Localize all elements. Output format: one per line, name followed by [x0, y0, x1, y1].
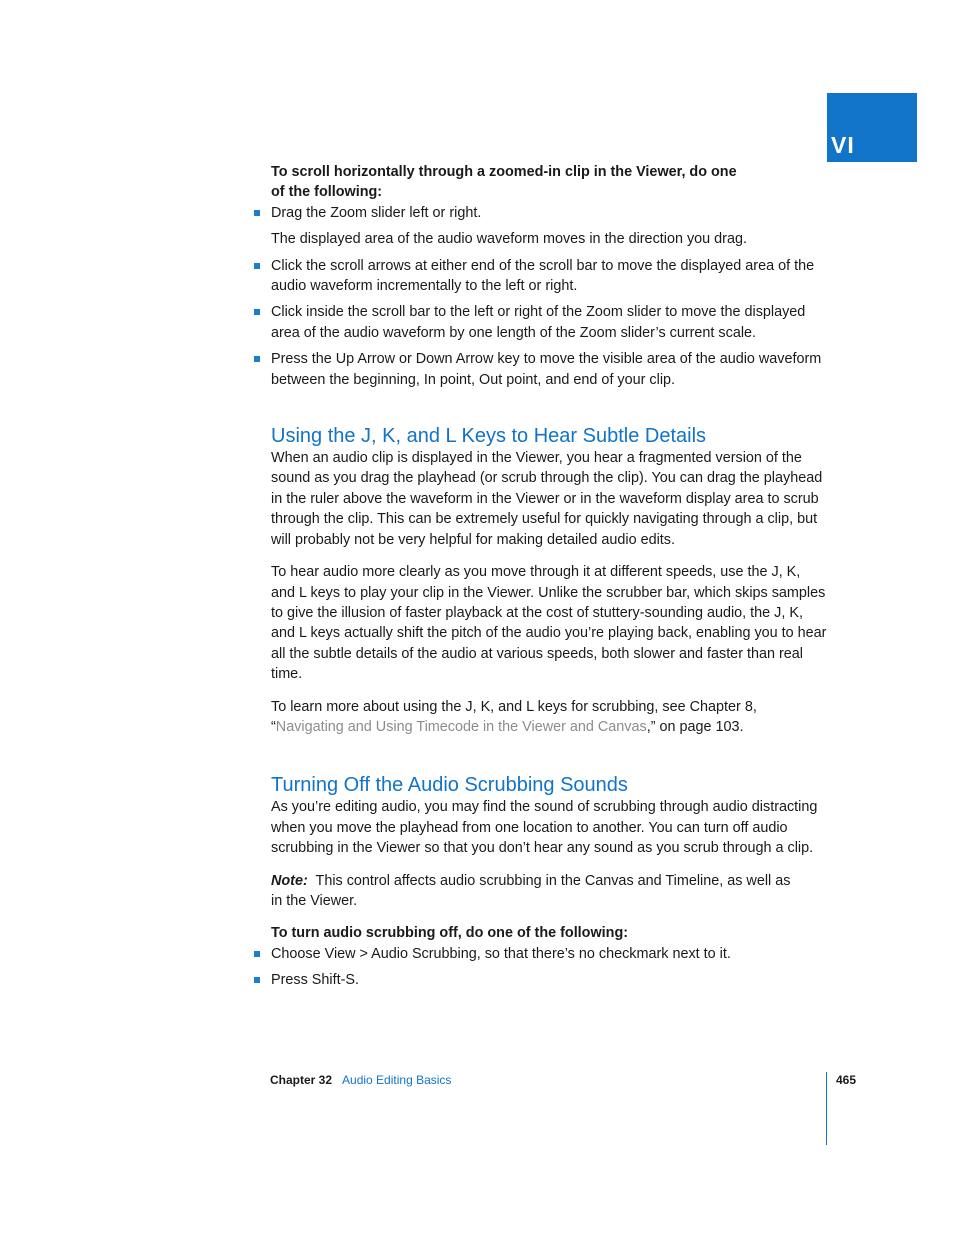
cross-reference-link[interactable]: Navigating and Using Timecode in the Viewer and Canvas: [275, 718, 647, 735]
bullet-text: Drag the Zoom slider left or right.: [271, 204, 482, 221]
list-item: [271, 302, 827, 343]
list-item: [271, 256, 827, 297]
list-item: [271, 203, 827, 223]
bullet-text: Choose View > Audio Scrubbing, so that there’s no checkmark next to it.: [271, 945, 731, 962]
bullet-square-icon: [254, 977, 260, 983]
bullet-followup-text: The displayed area of the audio waveform moves in the direction you drag.: [271, 231, 747, 248]
part-tab-label: VI: [831, 132, 855, 158]
note-paragraph: [271, 871, 801, 912]
page-number: 465: [836, 1073, 857, 1087]
note-label: Note:: [271, 872, 308, 889]
list-item: [271, 944, 827, 964]
page-footer: [270, 1072, 451, 1088]
scroll-procedure-lead: To scroll horizontally through a zoomed-in clip in the Viewer, do one of the following:: [271, 164, 737, 201]
bullet-square-icon: [254, 210, 260, 216]
bullet-square-icon: [254, 309, 260, 315]
scrubbing-procedure-lead: To turn audio scrubbing off, do one of the following:: [271, 925, 629, 942]
jkl-paragraph-3-before: To learn more about using the J, K, and L keys for scrubbing, see Chapter 8, “: [271, 698, 757, 735]
list-item: [271, 970, 827, 990]
note-text: This control affects audio scrubbing in the Canvas and Timeline, as well as in the Viewer.: [271, 872, 791, 909]
jkl-paragraph-3-after: ,” on page 103.: [646, 718, 744, 735]
bullet-square-icon: [254, 951, 260, 957]
bullet-text: Click inside the scroll bar to the left or right of the Zoom slider to move the displayed area of the audio waveform by one length of the Zoom slider’s current scale.: [271, 304, 806, 341]
section-heading-jkl-keys: Using the J, K, and L Keys to Hear Subtle Details: [271, 425, 707, 448]
bullet-square-icon: [254, 356, 260, 362]
jkl-paragraph-3: [271, 697, 827, 738]
section-heading-audio-scrubbing: Turning Off the Audio Scrubbing Sounds: [271, 774, 628, 797]
bullet-text: Press Shift-S.: [271, 972, 359, 989]
scrubbing-paragraph-1: As you’re editing audio, you may find the sound of scrubbing through audio distracting when you move the playhead from one location to another. You can turn off audio scrubbing in the Viewer so that you don’t hear any sound as you scrub through a clip.: [271, 799, 818, 857]
list-item: [271, 349, 827, 390]
footer-chapter-label: Chapter 32: [270, 1073, 333, 1087]
footer-chapter-title: Audio Editing Basics: [342, 1073, 452, 1087]
bullet-text: Click the scroll arrows at either end of the scroll bar to move the displayed area of the audio waveform incrementally to the left or right.: [271, 257, 815, 295]
page-content: [271, 162, 827, 991]
jkl-paragraph-2: To hear audio more clearly as you move through it at different speeds, use the J, K, and L keys to play your clip in the Viewer. Unlike the scrubber bar, which skips samples to give the illusion of faster playback at the cost of stuttery-sounding audio, the J, K, and L keys actually shift the pitch of the audio you’re playing back, enabling you to hear all the subtle details of the audio at various speeds, both slower and faster than real time.: [271, 564, 827, 683]
bullet-square-icon: [254, 263, 260, 269]
jkl-paragraph-1: When an audio clip is displayed in the Viewer, you hear a fragmented version of the sound as you drag the playhead (or scrub through the clip). You can drag the playhead in the ruler above the waveform in the Viewer or in the waveform display area to scrub through the clip. This can be extremely useful for quickly navigating through a clip, but will probably not be very helpful for making detailed audio edits.: [271, 450, 823, 548]
bullet-text: Press the Up Arrow or Down Arrow key to move the visible area of the audio waveform between the beginning, In point, Out point, and end of your clip.: [271, 351, 822, 388]
part-tab: [827, 93, 917, 162]
footer-divider: [826, 1072, 827, 1145]
